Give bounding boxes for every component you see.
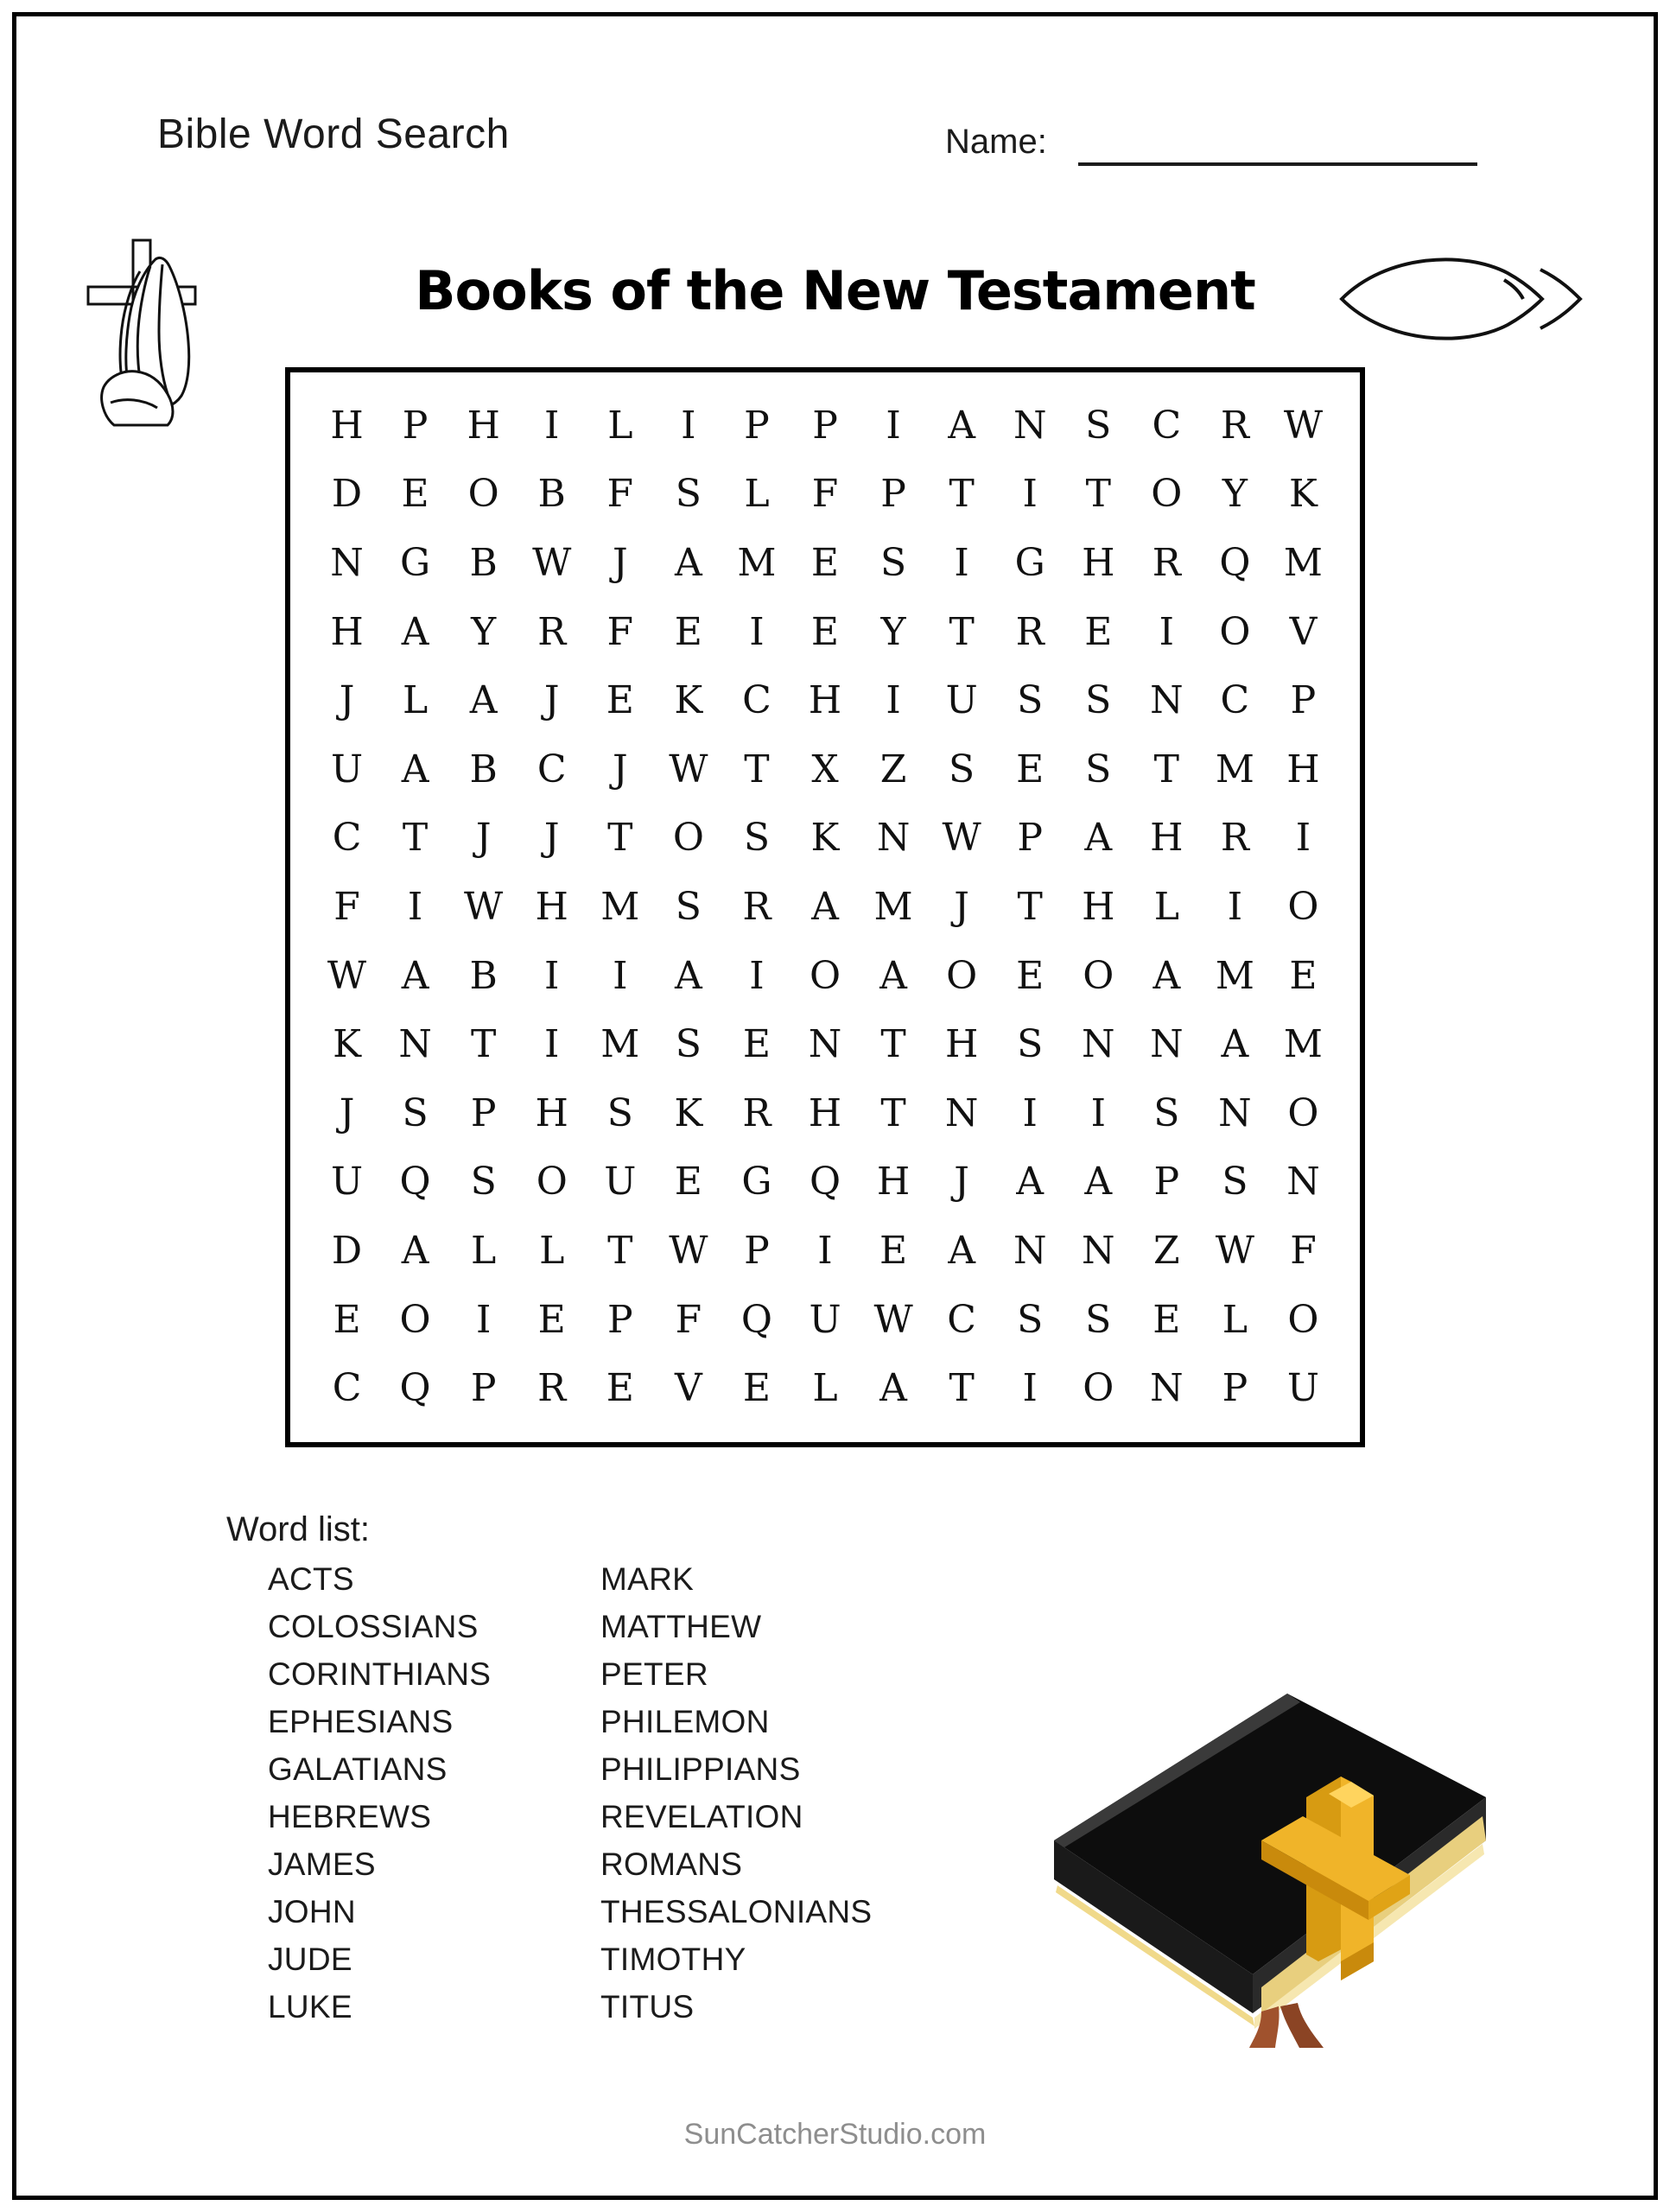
grid-cell[interactable]: Q (399, 1366, 431, 1411)
grid-cell[interactable]: I (886, 403, 901, 448)
word-list-item[interactable]: REVELATION (600, 1799, 803, 1834)
grid-cell[interactable]: C (742, 678, 772, 723)
grid-cell[interactable]: I (749, 609, 765, 654)
grid-cell[interactable]: U (1286, 1366, 1319, 1411)
grid-cell[interactable]: E (1016, 953, 1045, 998)
grid-cell[interactable]: I (886, 678, 901, 723)
word-list-item[interactable]: LUKE (268, 1989, 352, 2024)
footer-credit: SunCatcherStudio.com (683, 2118, 987, 2151)
grid-cell[interactable]: N (1013, 1228, 1047, 1273)
grid-cell[interactable]: P (1153, 1160, 1180, 1205)
word-list-item[interactable]: PHILIPPIANS (600, 1751, 801, 1787)
grid-cell[interactable]: H (876, 1160, 911, 1205)
grid-cell[interactable]: H (944, 1022, 979, 1067)
grid-cell[interactable]: E (1152, 1297, 1181, 1342)
grid-cell[interactable]: T (880, 1022, 906, 1067)
grid-cell[interactable]: U (809, 1297, 841, 1342)
grid-cell[interactable]: A (811, 884, 839, 929)
grid-cell[interactable]: T (744, 747, 770, 791)
word-list-item[interactable]: THESSALONIANS (600, 1894, 873, 1929)
grid-cell[interactable]: S (1017, 1297, 1044, 1342)
grid-cell[interactable]: S (675, 884, 702, 929)
grid-cell[interactable]: G (741, 1160, 772, 1205)
grid-cell[interactable]: T (1153, 747, 1179, 791)
grid-cell[interactable]: Q (740, 1297, 772, 1342)
grid-cell[interactable]: A (879, 953, 907, 998)
grid-cell[interactable]: B (469, 747, 498, 791)
grid-cell[interactable]: U (945, 678, 978, 723)
grid-cell[interactable]: U (330, 1160, 364, 1205)
grid-cell[interactable]: Q (809, 1160, 841, 1205)
grid-cell[interactable]: E (879, 1228, 908, 1273)
grid-cell[interactable]: O (536, 1160, 568, 1205)
grid-cell[interactable]: S (1085, 747, 1112, 791)
grid-cell[interactable]: T (402, 816, 429, 861)
grid-cell[interactable]: S (1153, 1090, 1180, 1135)
grid-cell[interactable]: W (532, 540, 572, 585)
grid-cell[interactable]: M (600, 884, 640, 929)
grid-cell[interactable]: K (674, 678, 703, 723)
grid-cell[interactable]: I (544, 1022, 560, 1067)
grid-cell[interactable]: L (539, 1228, 565, 1273)
word-list (268, 1555, 942, 2031)
grid-cell[interactable]: P (880, 472, 906, 517)
grid-cell[interactable]: P (470, 1366, 497, 1411)
grid-cell[interactable]: L (744, 472, 770, 517)
grid-cell[interactable]: B (537, 472, 566, 517)
grid-cell[interactable]: S (675, 1022, 702, 1067)
grid-cell[interactable]: O (467, 472, 499, 517)
grid-cell[interactable]: A (401, 609, 429, 654)
word-list-label: Word list: (226, 1510, 370, 1548)
grid-cell[interactable]: N (1286, 1160, 1320, 1205)
grid-cell[interactable]: H (535, 1090, 568, 1135)
grid-cell[interactable]: E (1084, 609, 1113, 654)
grid-cell[interactable]: H (1150, 816, 1184, 861)
grid-cell[interactable]: N (876, 816, 911, 861)
grid-cell[interactable]: S (606, 1090, 633, 1135)
grid-cell[interactable]: I (1227, 884, 1243, 929)
grid-cell[interactable]: S (1085, 678, 1112, 723)
grid-cell[interactable]: N (1150, 678, 1184, 723)
grid-cell[interactable]: Z (879, 747, 907, 791)
grid-cell[interactable]: C (332, 816, 362, 861)
grid-cell[interactable]: E (674, 1160, 702, 1205)
grid-cell[interactable]: X (811, 747, 839, 791)
grid-cell[interactable]: L (1153, 884, 1179, 929)
grid-cell[interactable]: H (467, 403, 500, 448)
grid-cell[interactable]: S (1222, 1160, 1248, 1205)
grid-cell[interactable]: I (544, 403, 560, 448)
grid-cell[interactable]: P (744, 1228, 770, 1273)
grid-cell[interactable]: I (954, 540, 969, 585)
grid-cell[interactable]: S (1085, 403, 1112, 448)
grid-cell[interactable]: Q (1219, 540, 1251, 585)
grid-cell[interactable]: S (402, 1090, 429, 1135)
grid-cell[interactable]: K (810, 816, 840, 861)
grid-cell[interactable]: I (1022, 1090, 1038, 1135)
grid-cell[interactable]: C (537, 747, 567, 791)
grid-cell[interactable]: E (606, 1366, 634, 1411)
grid-cell[interactable]: M (1215, 747, 1254, 791)
grid-cell[interactable]: A (1016, 1160, 1045, 1205)
grid-cell[interactable]: P (1017, 816, 1043, 861)
grid-cell[interactable]: L (471, 1228, 497, 1273)
grid-cell[interactable]: I (1022, 1366, 1038, 1411)
grid-cell[interactable]: D (331, 472, 363, 517)
grid-cell[interactable]: I (1090, 1090, 1106, 1135)
grid-cell[interactable]: I (749, 953, 765, 998)
grid-cell[interactable]: W (873, 1297, 913, 1342)
word-search-grid[interactable] (285, 367, 1365, 1447)
grid-cell[interactable]: N (1150, 1022, 1184, 1067)
grid-cell[interactable]: S (1017, 1022, 1044, 1067)
grid-cell[interactable]: J (612, 540, 628, 585)
grid-cell[interactable]: F (606, 609, 634, 654)
grid-cell[interactable]: R (742, 1090, 772, 1135)
grid-cell[interactable]: F (675, 1297, 702, 1342)
grid-cell[interactable]: S (743, 816, 770, 861)
grid-cell[interactable]: M (873, 884, 913, 929)
grid-cell[interactable]: W (1283, 403, 1324, 448)
grid-cell[interactable]: L (1222, 1297, 1248, 1342)
grid-cell[interactable]: M (737, 540, 777, 585)
grid-cell[interactable]: Q (399, 1160, 431, 1205)
grid-cell[interactable]: E (742, 1022, 771, 1067)
grid-cell[interactable]: I (681, 403, 696, 448)
grid-cell[interactable]: F (811, 472, 839, 517)
grid-cell[interactable]: H (1082, 540, 1115, 585)
grid-cell[interactable]: O (1287, 884, 1319, 929)
grid-cell[interactable]: M (1283, 1022, 1323, 1067)
grid-cell[interactable]: R (1220, 816, 1249, 861)
grid-cell[interactable]: O (1083, 1366, 1114, 1411)
grid-cell[interactable]: O (946, 953, 978, 998)
grid-cell[interactable]: T (949, 472, 975, 517)
word-list-item[interactable]: ACTS (268, 1561, 354, 1597)
grid-cell[interactable]: S (675, 472, 702, 517)
grid-cell[interactable]: T (880, 1090, 906, 1135)
grid-cell[interactable]: W (1215, 1228, 1254, 1273)
grid-cell[interactable]: N (1218, 1090, 1252, 1135)
grid-cell[interactable]: J (954, 884, 969, 929)
grid-cell[interactable]: I (475, 1297, 492, 1342)
grid-cell[interactable]: K (674, 1090, 703, 1135)
grid-cell[interactable]: F (333, 884, 360, 929)
grid-cell[interactable]: H (808, 1090, 842, 1135)
grid-cell[interactable]: J (339, 678, 355, 723)
grid-cell[interactable]: I (613, 953, 628, 998)
grid-cell[interactable]: O (1083, 953, 1114, 998)
grid-cell[interactable]: A (401, 953, 429, 998)
word-list-item[interactable]: CORINTHIANS (268, 1656, 492, 1692)
grid-cell[interactable]: A (469, 678, 498, 723)
grid-cell[interactable]: W (669, 747, 708, 791)
grid-cell[interactable]: J (543, 678, 560, 723)
puzzle-heading: Books of the New Testament (415, 259, 1255, 322)
grid-cell[interactable]: V (674, 1366, 702, 1411)
grid-cell[interactable]: H (1082, 884, 1115, 929)
grid-cell[interactable]: O (809, 953, 841, 998)
grid-cell[interactable]: M (1215, 953, 1254, 998)
word-list-item[interactable]: PHILEMON (600, 1704, 770, 1739)
word-list-item[interactable]: EPHESIANS (268, 1704, 454, 1739)
word-list-item[interactable]: HEBREWS (268, 1799, 432, 1834)
word-list-item[interactable]: JOHN (268, 1894, 356, 1929)
grid-cell[interactable]: M (1283, 540, 1323, 585)
grid-cell[interactable]: I (1159, 609, 1175, 654)
grid-cell[interactable]: O (1219, 609, 1251, 654)
grid-cell[interactable]: S (1085, 1297, 1112, 1342)
grid-cell[interactable]: A (948, 1228, 976, 1273)
grid-cell[interactable]: W (942, 816, 981, 861)
grid-cell[interactable]: A (1084, 1160, 1113, 1205)
grid-cell[interactable]: E (401, 472, 429, 517)
grid-cell[interactable]: H (330, 609, 364, 654)
word-list-item[interactable]: JAMES (268, 1847, 376, 1882)
grid-cell[interactable]: A (1221, 1022, 1249, 1067)
grid-cell[interactable]: P (470, 1090, 497, 1135)
grid-cell[interactable]: A (1084, 816, 1113, 861)
grid-cell[interactable]: R (1015, 609, 1045, 654)
grid-cell[interactable]: U (330, 747, 364, 791)
grid-cell[interactable]: A (1152, 953, 1181, 998)
word-list-item[interactable]: PETER (600, 1656, 708, 1692)
word-list-item[interactable]: TIMOTHY (600, 1942, 746, 1977)
grid-cell[interactable]: A (401, 747, 429, 791)
grid-cell[interactable]: J (543, 816, 560, 861)
grid-cell[interactable]: T (470, 1022, 497, 1067)
grid-cell[interactable]: N (944, 1090, 979, 1135)
grid-cell[interactable]: J (954, 1160, 969, 1205)
grid-cell[interactable]: Y (471, 609, 497, 654)
grid-cell[interactable]: O (1287, 1297, 1319, 1342)
worksheet-type-title: Bible Word Search (157, 111, 510, 157)
grid-cell[interactable]: N (330, 540, 364, 585)
grid-cell[interactable]: V (1289, 609, 1318, 654)
grid-cell[interactable]: S (879, 540, 907, 585)
grid-cell[interactable]: E (1289, 953, 1318, 998)
grid-cell[interactable]: G (1014, 540, 1045, 585)
grid-cell[interactable]: N (1082, 1228, 1115, 1273)
grid-cell[interactable]: T (949, 609, 975, 654)
grid-cell[interactable]: K (333, 1022, 361, 1067)
grid-cell[interactable]: A (674, 953, 702, 998)
name-field-input[interactable] (1078, 162, 1477, 166)
grid-cell[interactable]: H (535, 884, 568, 929)
grid-cell[interactable]: C (1152, 403, 1182, 448)
grid-cell[interactable]: F (606, 472, 634, 517)
grid-cell[interactable]: N (1150, 1366, 1184, 1411)
grid-cell[interactable]: B (469, 540, 498, 585)
grid-cell[interactable]: A (674, 540, 702, 585)
grid-cell[interactable]: E (537, 1297, 566, 1342)
grid-cell[interactable]: J (612, 747, 628, 791)
grid-cell[interactable]: Z (1153, 1228, 1180, 1273)
grid-cell[interactable]: P (402, 403, 429, 448)
grid-cell[interactable]: U (604, 1160, 637, 1205)
grid-cell[interactable]: N (808, 1022, 842, 1067)
grid-cell[interactable]: H (808, 678, 842, 723)
grid-cell[interactable]: R (1152, 540, 1181, 585)
grid-cell[interactable]: H (330, 403, 364, 448)
word-list-item[interactable]: GALATIANS (268, 1751, 448, 1787)
grid-cell[interactable]: T (1085, 472, 1111, 517)
word-list-item[interactable]: MATTHEW (600, 1609, 762, 1644)
grid-cell[interactable]: P (606, 1297, 633, 1342)
grid-cell[interactable]: O (1287, 1090, 1319, 1135)
bible-book-with-cross-icon (1002, 1581, 1486, 2048)
grid-cell[interactable]: S (949, 747, 975, 791)
grid-cell[interactable]: S (1017, 678, 1044, 723)
grid-cell[interactable]: E (742, 1366, 771, 1411)
word-list-item[interactable]: COLOSSIANS (268, 1609, 479, 1644)
word-list-item[interactable]: TITUS (600, 1989, 695, 2024)
grid-cell[interactable]: P (1222, 1366, 1248, 1411)
word-list-item[interactable]: ROMANS (600, 1847, 743, 1882)
grid-cell[interactable]: N (1013, 403, 1047, 448)
grid-cell[interactable]: O (399, 1297, 431, 1342)
grid-cell[interactable]: D (331, 1228, 363, 1273)
grid-cell[interactable]: P (744, 403, 770, 448)
grid-cell[interactable]: C (1220, 678, 1250, 723)
grid-cell[interactable]: N (398, 1022, 432, 1067)
word-list-item[interactable]: MARK (600, 1561, 695, 1597)
grid-cell[interactable]: A (948, 403, 976, 448)
grid-cell[interactable]: I (544, 953, 560, 998)
grid-cell[interactable]: I (407, 884, 423, 929)
grid-cell[interactable]: C (332, 1366, 362, 1411)
grid-cell[interactable]: N (1082, 1022, 1115, 1067)
grid-cell[interactable]: C (947, 1297, 976, 1342)
grid-cell[interactable]: W (669, 1228, 708, 1273)
grid-cell[interactable]: J (339, 1090, 355, 1135)
grid-cell[interactable]: A (401, 1228, 429, 1273)
grid-cell[interactable]: T (949, 1366, 975, 1411)
grid-cell[interactable]: A (879, 1366, 907, 1411)
grid-cell[interactable]: G (400, 540, 431, 585)
grid-cell[interactable]: T (607, 816, 633, 861)
grid-cell[interactable]: W (464, 884, 504, 929)
grid-cell[interactable]: E (333, 1297, 361, 1342)
grid-cell[interactable]: L (402, 678, 429, 723)
grid-cell[interactable]: O (1151, 472, 1183, 517)
grid-cell[interactable]: T (1017, 884, 1043, 929)
grid-cell[interactable]: R (537, 609, 567, 654)
grid-cell[interactable]: Y (1222, 472, 1248, 517)
grid-cell[interactable]: I (1022, 472, 1038, 517)
word-list-item[interactable]: JUDE (268, 1942, 352, 1977)
grid-cell[interactable]: K (1289, 472, 1318, 517)
grid-cell[interactable]: S (470, 1160, 497, 1205)
grid-cell[interactable]: E (606, 678, 634, 723)
grid-cell[interactable]: R (742, 884, 772, 929)
grid-cell[interactable]: E (674, 609, 702, 654)
grid-cell[interactable]: I (1295, 816, 1311, 861)
grid-cell[interactable]: R (1220, 403, 1249, 448)
grid-cell[interactable]: M (600, 1022, 640, 1067)
grid-cell[interactable]: F (1290, 1228, 1317, 1273)
grid-cell[interactable]: E (1016, 747, 1045, 791)
grid-cell[interactable]: B (469, 953, 498, 998)
grid-cell[interactable]: O (672, 816, 704, 861)
grid-cell[interactable]: T (607, 1228, 633, 1273)
name-field-label: Name: (945, 123, 1047, 161)
grid-cell[interactable]: I (817, 1228, 833, 1273)
grid-cell[interactable]: L (812, 1366, 838, 1411)
grid-cell[interactable]: J (475, 816, 492, 861)
grid-cell[interactable]: E (810, 609, 840, 654)
grid-cell[interactable]: Y (880, 609, 906, 654)
grid-cell[interactable]: R (537, 1366, 567, 1411)
grid-cell[interactable]: E (810, 540, 840, 585)
grid-cell[interactable]: P (1290, 678, 1317, 723)
grid-cell[interactable]: W (327, 953, 367, 998)
grid-cell[interactable]: H (1286, 747, 1320, 791)
grid-cell[interactable]: P (812, 403, 838, 448)
grid-cell[interactable]: L (607, 403, 633, 448)
